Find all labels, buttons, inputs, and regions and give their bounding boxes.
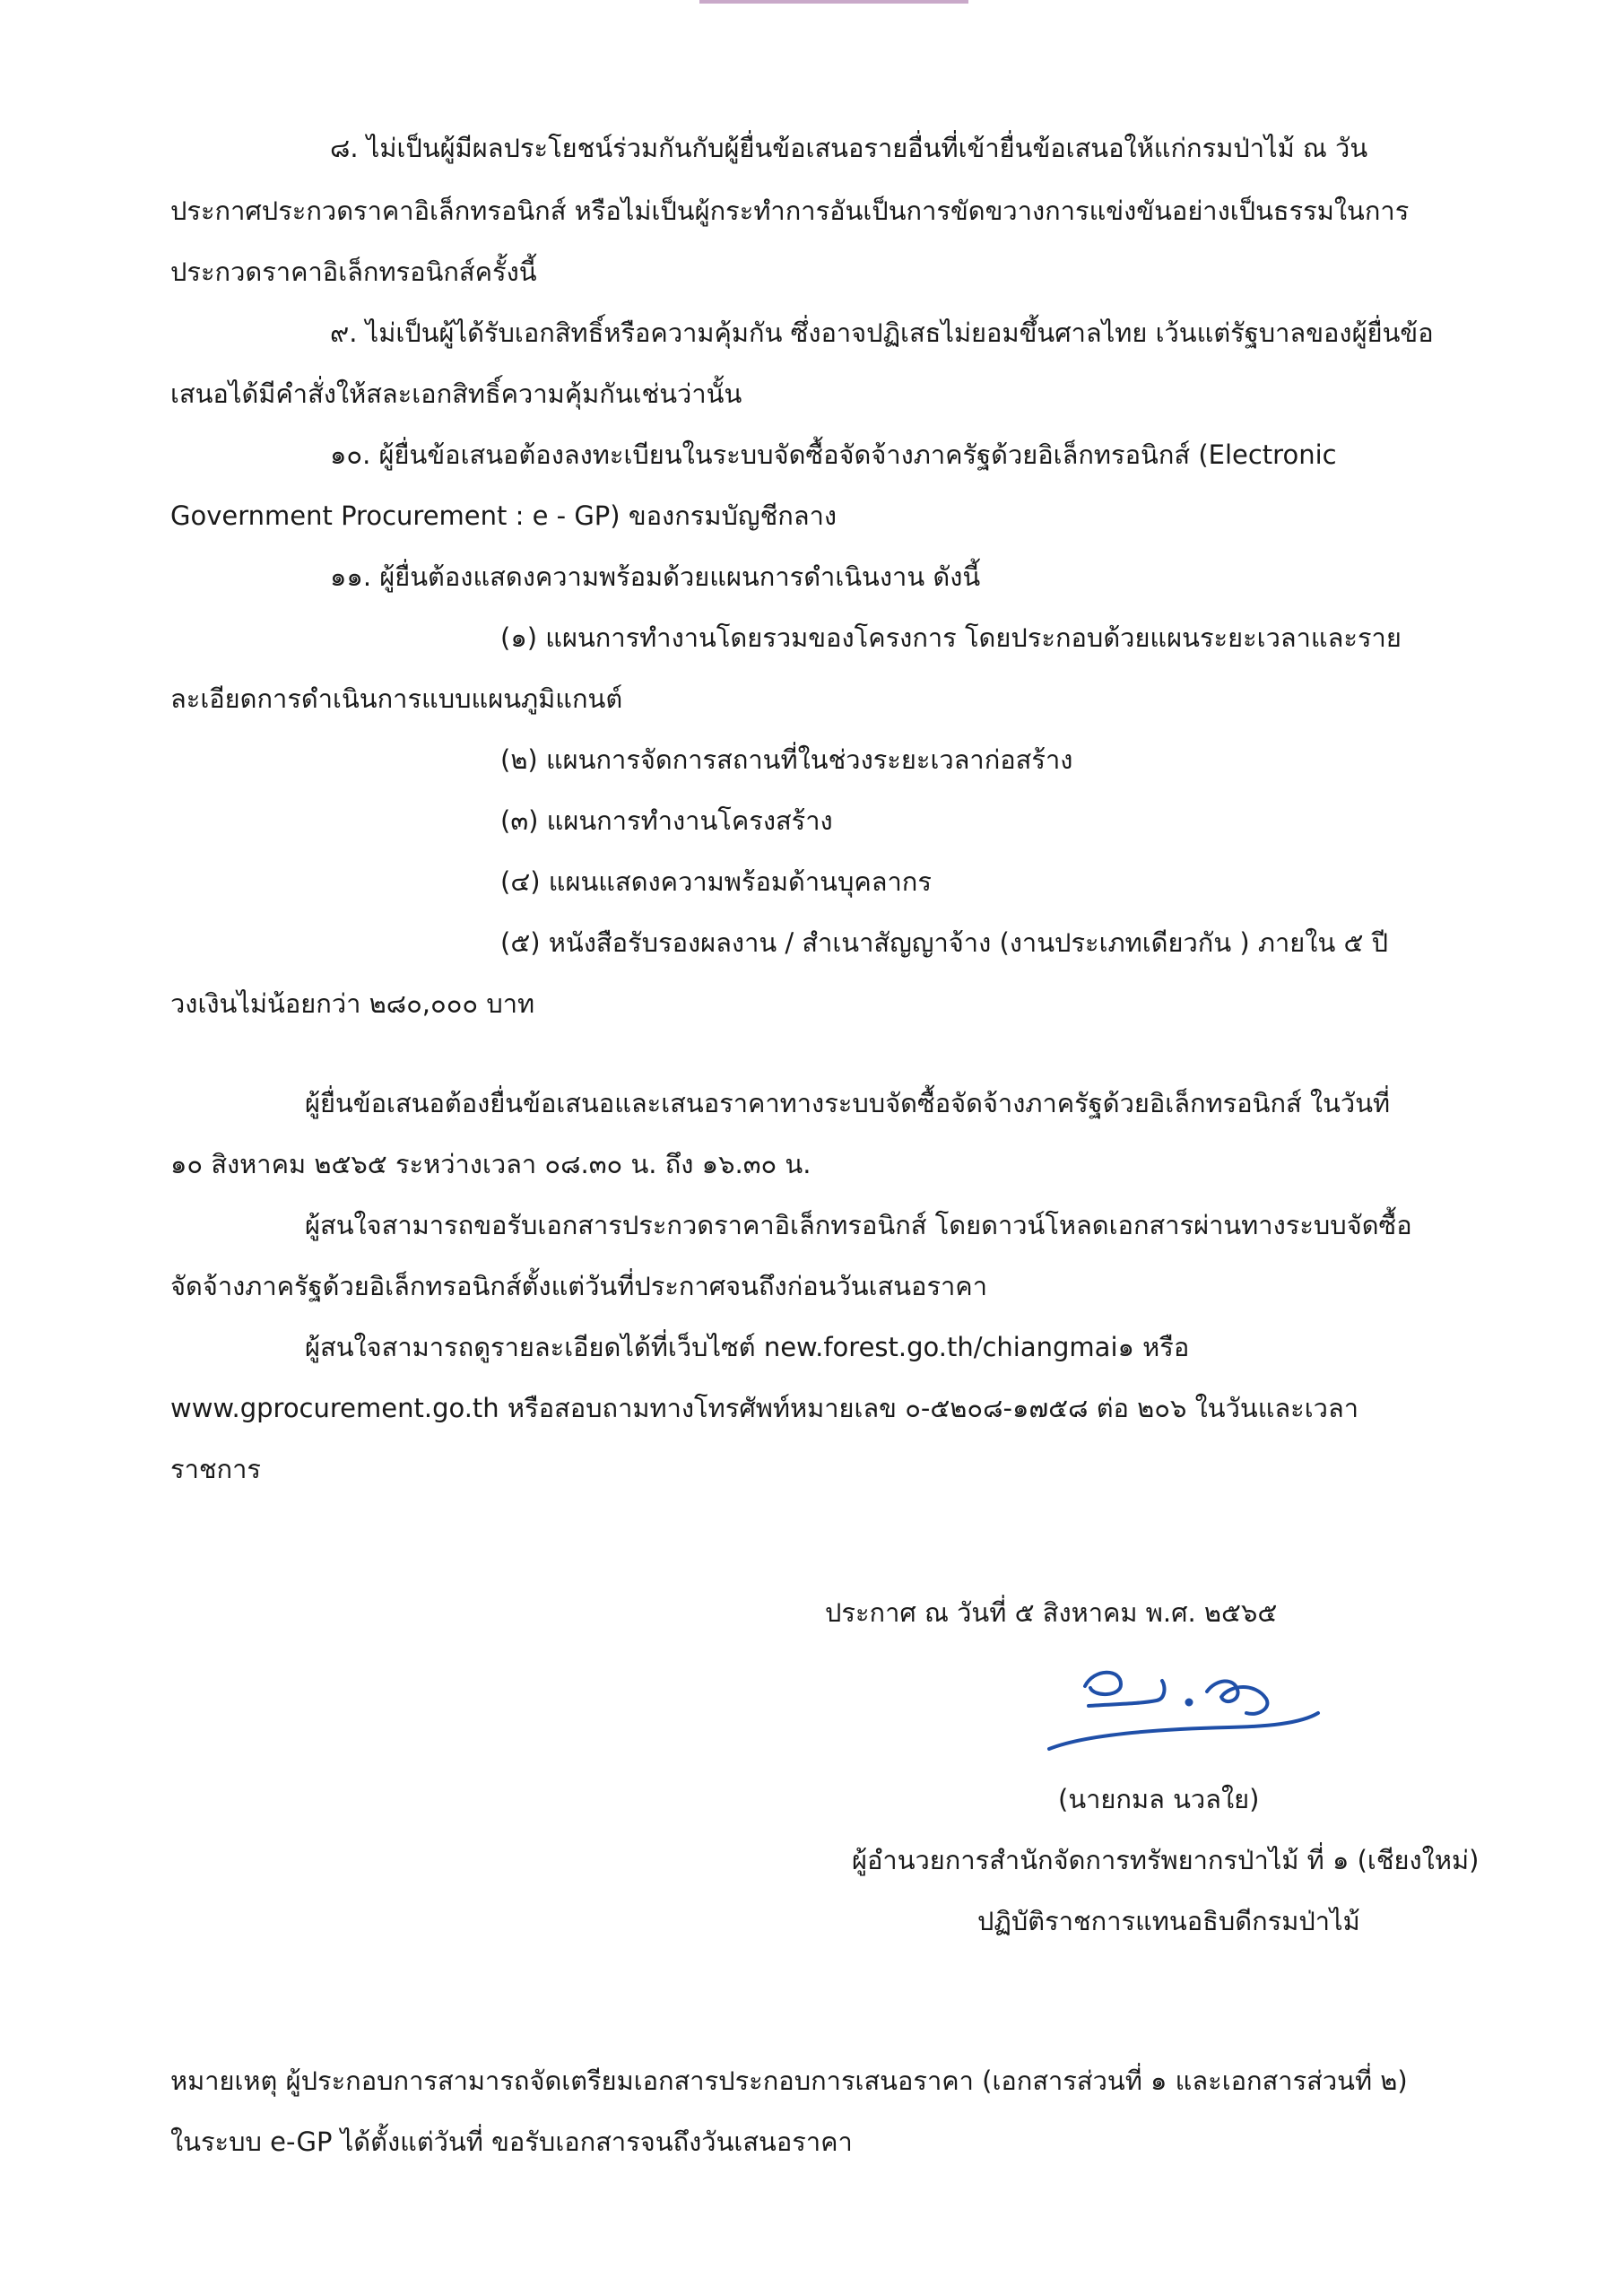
remark-line1: หมายเหตุ ผู้ประกอบการสามารถจัดเตรียมเอกสารประกอบการเสนอราคา (เอกสารส่วนที่ ๑ และเอกสารส่วนที่ ๒) [170, 2066, 1408, 2096]
item10-line1: ๑๐. ผู้ยื่นข้อเสนอต้องลงทะเบียนในระบบจัดซื้อจัดจ้างภาครัฐด้วยอิเล็กทรอนิกส์ (Electronic [330, 439, 1337, 470]
download-para-line1: ผู้สนใจสามารถขอรับเอกสารประกวดราคาอิเล็กทรอนิกส์ โดยดาวน์โหลดเอกสารผ่านทางระบบจัดซื้อ [305, 1210, 1412, 1240]
signer-role: ปฏิบัติราชการแทนอธิบดีกรมป่าไม้ [977, 1906, 1360, 1936]
contact-para-line2: www.gprocurement.go.th หรือสอบถามทางโทรศัพท์หมายเลข ๐-๕๒๐๘-๑๗๕๘ ต่อ ๒๐๖ ในวันและเวลา [170, 1393, 1359, 1423]
item11-sub4: (๔) แผนแสดงความพร้อมด้านบุคลากร [500, 866, 932, 897]
item8-line2: ประกาศประกวดราคาอิเล็กทรอนิกส์ หรือไม่เป็นผู้กระทำการอันเป็นการขัดขวางการแข่งขันอย่างเป็นธรรมในการ [170, 196, 1410, 226]
item8-line1: ๘. ไม่เป็นผู้มีผลประโยชน์ร่วมกันกับผู้ยื่นข้อเสนอรายอื่นที่เข้ายื่นข้อเสนอให้แก่กรมป่าไม้ ณ วัน [330, 133, 1368, 163]
item11-sub5-line1: (๕) หนังสือรับรองผลงาน / สำเนาสัญญาจ้าง (งานประเภทเดียวกัน ) ภายใน ๕ ปี [500, 927, 1389, 958]
item9-line1: ๙. ไม่เป็นผู้ได้รับเอกสิทธิ์หรือความคุ้มกัน ซึ่งอาจปฏิเสธไม่ยอมขึ้นศาลไทย เว้นแต่รัฐบาลของผู้ยื่นข้อ [330, 317, 1434, 348]
download-para-line2: จัดจ้างภาครัฐด้วยอิเล็กทรอนิกส์ตั้งแต่วันที่ประกาศจนถึงก่อนวันเสนอราคา [170, 1271, 987, 1301]
contact-para-line1: ผู้สนใจสามารถดูรายละเอียดได้ที่เว็บไซต์ new.forest.go.th/chiangmai๑ หรือ [305, 1332, 1190, 1362]
submit-para-line2: ๑๐ สิงหาคม ๒๕๖๕ ระหว่างเวลา ๐๘.๓๐ น. ถึง ๑๖.๓๐ น. [170, 1149, 812, 1179]
item11-sub1-line1: (๑) แผนการทำงานโดยรวมของโครงการ โดยประกอบด้วยแผนระยะเวลาและราย [500, 622, 1402, 653]
signature-image [1031, 1641, 1336, 1767]
contact-para-line3: ราชการ [170, 1454, 261, 1484]
signer-title: ผู้อำนวยการสำนักจัดการทรัพยากรป่าไม้ ที่ ๑ (เชียงใหม่) [852, 1845, 1480, 1875]
item11-sub1-line2: ละเอียดการดำเนินการแบบแผนภูมิแกนต์ [170, 683, 623, 714]
item8-line3: ประกวดราคาอิเล็กทรอนิกส์ครั้งนี้ [170, 257, 537, 287]
item9-line2: เสนอได้มีคำสั่งให้สละเอกสิทธิ์ความคุ้มกันเช่นว่านั้น [170, 378, 742, 409]
signature-strokes [1049, 1673, 1318, 1749]
remark-line2: ในระบบ e-GP ได้ตั้งแต่วันที่ ขอรับเอกสารจนถึงวันเสนอราคา [170, 2126, 853, 2157]
item10-line2: Government Procurement : e - GP) ของกรมบัญชีกลาง [170, 500, 838, 531]
submit-para-line1: ผู้ยื่นข้อเสนอต้องยื่นข้อเสนอและเสนอราคาทางระบบจัดซื้อจัดจ้างภาครัฐด้วยอิเล็กทรอนิกส์ ในวันที่ [305, 1088, 1391, 1118]
item11-sub5-line2: วงเงินไม่น้อยกว่า ๒๘๐,๐๐๐ บาท [170, 988, 535, 1019]
signer-name: (นายกมล นวลใย) [1058, 1784, 1260, 1814]
item11-line1: ๑๑. ผู้ยื่นต้องแสดงความพร้อมด้วยแผนการดำเนินงาน ดังนี้ [330, 561, 981, 592]
item11-sub3: (๓) แผนการทำงานโครงสร้าง [500, 805, 833, 836]
item11-sub2: (๒) แผนการจัดการสถานที่ในช่วงระยะเวลาก่อสร้าง [500, 744, 1073, 775]
announce-date: ประกาศ ณ วันที่ ๕ สิงหาคม พ.ศ. ๒๕๖๕ [825, 1597, 1278, 1628]
